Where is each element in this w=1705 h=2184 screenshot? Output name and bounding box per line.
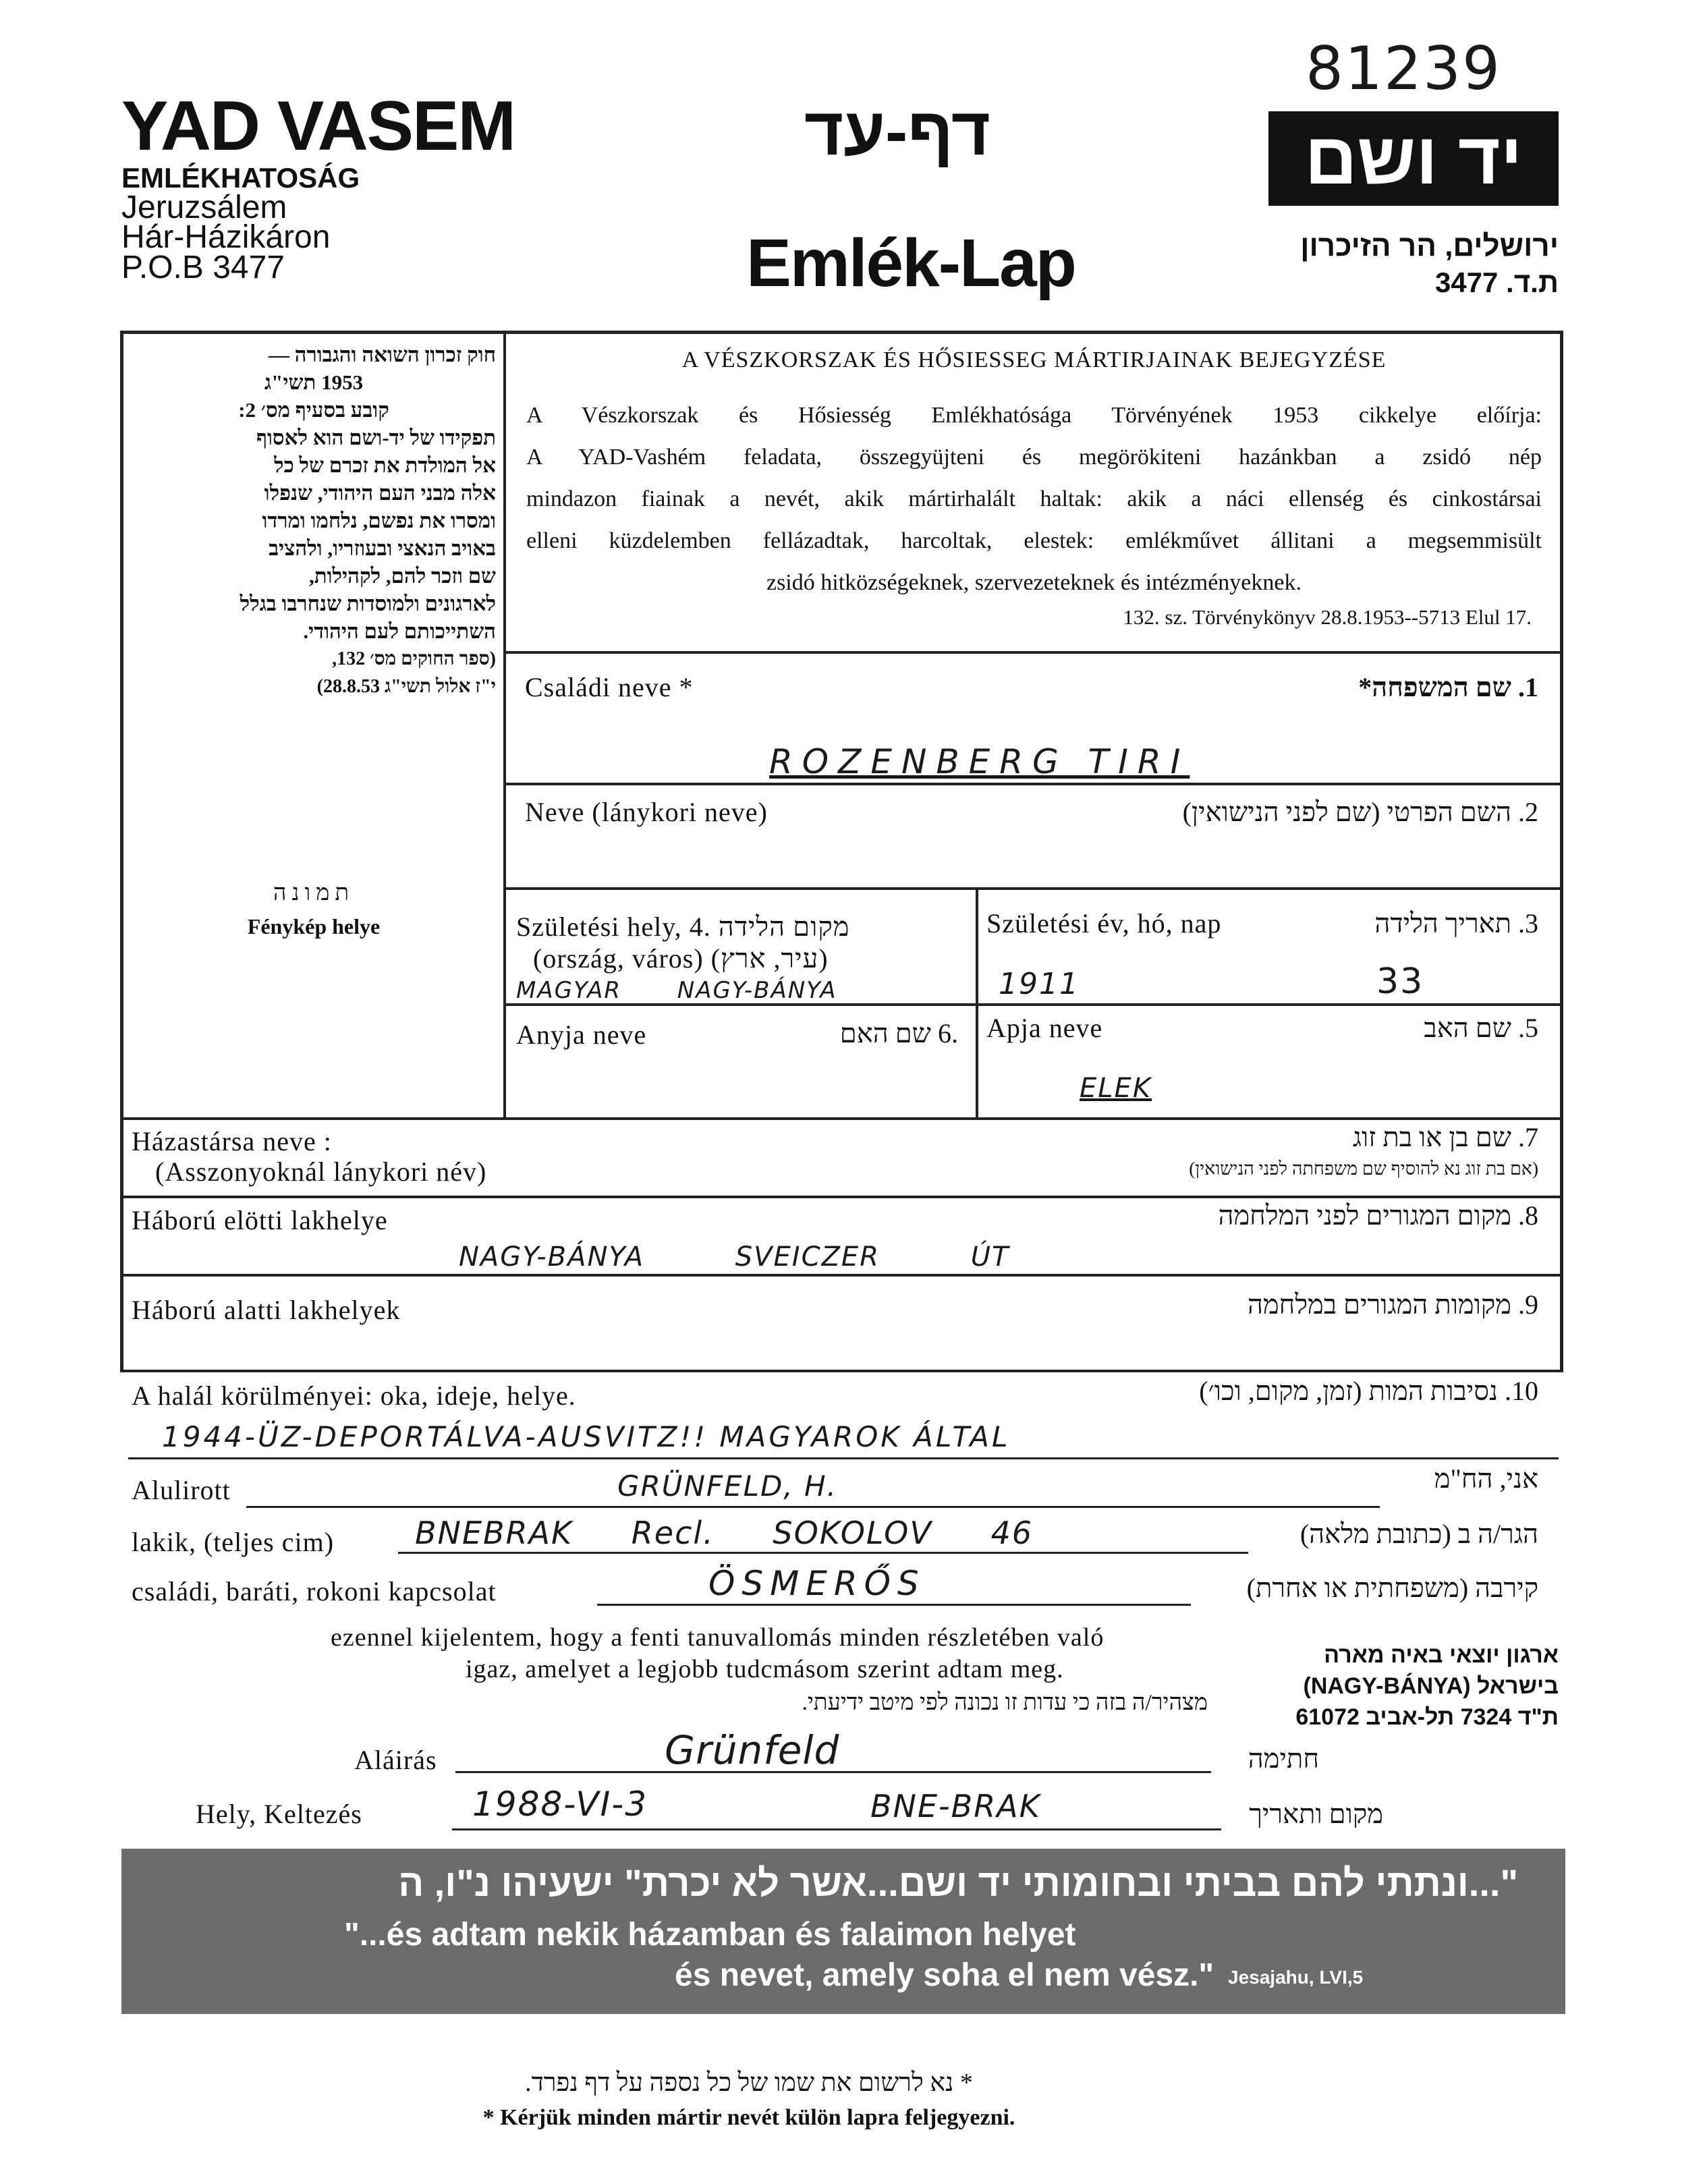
given-name-label-hebrew: 2. השם הפרטי (שם לפני הנישואין)	[1182, 797, 1538, 827]
law-line: י"ז אלול תשי"ג 28.8.53)	[316, 676, 496, 697]
place-date-label-hebrew: מקום ותאריך	[1249, 1799, 1383, 1829]
intro-line: A YAD-Vashém feladata, összegyüjteni és megörökiteni hazánkban a zsidó nép	[526, 445, 1542, 470]
birthplace-value: MAGYAR NAGY-BÁNYA	[516, 977, 837, 1004]
row-divider	[120, 1196, 1563, 1198]
photo-label-hebrew: תמונה	[273, 880, 355, 905]
page-title: Emlék-Lap	[746, 225, 1075, 301]
spouse-note-hebrew: (אם בת זוג נא להוסיף שם משפחתה לפני הנישואין)	[1189, 1158, 1538, 1179]
law-line: שם וזכר להם, לקהילות,	[308, 564, 496, 588]
form-right-border	[1560, 331, 1563, 1120]
logo-text: יד ושם	[1304, 117, 1523, 199]
law-column-divider	[503, 331, 506, 1120]
given-name-label: Neve (lánykori neve)	[525, 797, 768, 827]
hebrew-address: ירושלים, הר הזיכרון	[1300, 229, 1559, 262]
mother-name-label-hebrew: .6 שם האם	[839, 1018, 958, 1048]
place-date-label: Hely, Keltezés	[196, 1799, 362, 1829]
law-line: לארגונים ולמוסדות שנחרבו בגלל	[240, 592, 496, 615]
death-line	[128, 1457, 1559, 1459]
law-line: קובע בסעיף מס׳ 2:	[238, 398, 389, 422]
relation-label: családi, baráti, rokoni kapcsolat	[132, 1576, 497, 1606]
intro-line: mindazon fiainak a nevét, akik mártirhalált haltak: akik a náci ellenség és cinkostársai	[526, 486, 1542, 511]
law-line: חוק זכרון השואה והגבורה —	[268, 343, 496, 366]
row-divider	[506, 783, 1562, 785]
address-line	[398, 1552, 1248, 1554]
archive-number: 81239	[1306, 34, 1501, 103]
spouse-name-label-sub: (Asszonyoknál lánykori név)	[155, 1156, 487, 1187]
intro-line: zsidó hitközségeknek, szervezeteknek és intézményeknek.	[766, 570, 1302, 595]
law-line: תפקידו של יד-ושם הוא לאסוף	[256, 426, 496, 449]
wartime-residence-label: Háború alatti lakhelyek	[132, 1295, 401, 1325]
relation-line	[597, 1604, 1191, 1606]
relation-label-hebrew: קירבה (משפחתית או אחרת)	[1246, 1573, 1538, 1603]
quote-banner	[121, 1849, 1565, 2014]
place-date-line	[452, 1828, 1221, 1830]
death-circumstances-value: 1944-ÜZ-DEPORTÁLVA-AUSVITZ!! MAGYAROK ÁLTAL	[162, 1420, 1011, 1453]
spouse-name-label: Házastársa neve :	[132, 1126, 332, 1156]
father-name-label: Apja neve	[986, 1013, 1103, 1043]
lower-left-border	[120, 1117, 123, 1372]
footer-note: * Kérjük minden mártir nevét külön lapra feljegyezni.	[482, 2105, 1015, 2130]
birthdate-label: Születési év, hó, nap	[986, 908, 1222, 939]
intro-text	[526, 395, 1542, 604]
law-line: השתייכותם לעם היהודי.	[303, 619, 496, 643]
father-name-label-hebrew: 5. שם האב	[1424, 1013, 1538, 1043]
signature-label: Aláirás	[354, 1745, 437, 1775]
address-label: lakik, (teljes cim)	[132, 1527, 335, 1557]
row-divider	[120, 1117, 1563, 1120]
stamp-line: ת"ד 7324 תל-אביב 61072	[1295, 1704, 1559, 1730]
banner-line-2: és nevet, amely soha el nem vész."	[675, 1957, 1214, 1993]
law-line: אל המולדת את זכרם של כל	[274, 453, 496, 477]
relation-value: ÖSMERŐS	[708, 1564, 926, 1603]
declaration-line-2: igaz, amelyet a legjobb tudcmásom szerint adtam meg.	[466, 1655, 1064, 1683]
birthplace-label: Születési hely, מקום הלידה .4	[516, 912, 850, 942]
place-date-value-city: BNE-BRAK	[870, 1788, 1041, 1824]
undersigned-label: Alulirott	[132, 1475, 231, 1505]
declaration-line-1: ezennel kijelentem, hogy a fenti tanuvallomás minden részletében való	[331, 1623, 1105, 1652]
wartime-residence-label-hebrew: 9. מקומות המגורים במלחמה	[1247, 1289, 1538, 1320]
form-left-border	[120, 331, 123, 1120]
footer-note-hebrew: * נא לרשום את שמו של כל נספה על דף נפרד.	[525, 2069, 973, 2097]
law-line: ומסרו את נפשם, נלחמו ומרדו	[262, 509, 496, 532]
birth-year-value: 1911	[999, 967, 1080, 1001]
undersigned-line	[246, 1506, 1380, 1508]
spouse-name-label-hebrew: 7. שם בן או בת זוג	[1352, 1122, 1538, 1152]
row-divider	[120, 1274, 1563, 1277]
birthdate-label-hebrew: 3. תאריך הלידה	[1374, 908, 1538, 939]
intro-line: elleni küzdelemben fellázadtak, harcoltak, elestek: emlékművet állitani a megsemmisült	[526, 528, 1542, 553]
lower-right-border	[1560, 1117, 1563, 1372]
signature-value: Grünfeld	[665, 1727, 840, 1773]
address-value: BNEBRAK Recl. SOKOLOV 46	[415, 1515, 1033, 1551]
photo-label: Fénykép helye	[247, 914, 381, 939]
death-circumstances-label-hebrew: 10. נסיבות המות (זמן, מקום, וכו׳)	[1199, 1376, 1538, 1406]
law-line: (ספר החוקים מס׳ 132,	[332, 648, 496, 669]
hebrew-title: דף-עד	[804, 94, 991, 169]
org-pob: P.O.B 3477	[121, 250, 285, 285]
birthplace-label-sub: (ország, város) (עיר, ארץ)	[533, 943, 829, 974]
stamp-line: בישראל (NAGY-BÁNYA)	[1303, 1673, 1559, 1699]
intro-line: A Vészkorszak és Hősiesség Emlékhatósága Törvényének 1953 cikkelye előírja:	[526, 403, 1542, 428]
law-line: באויב הנאצי ובעוזריו, ולהציב	[269, 536, 496, 560]
row-divider	[506, 651, 1562, 654]
yad-vashem-logo	[1268, 111, 1559, 206]
intro-heading: A VÉSZKORSZAK ÉS HŐSIESSEG MÁRTIRJAINAK BEJEGYZÉSE	[681, 347, 1387, 372]
law-line: 1953 תשי"ג	[264, 370, 364, 394]
signature-label-hebrew: חתימה	[1248, 1743, 1319, 1774]
prewar-residence-value: NAGY-BÁNYA SVEICZER ÚT	[459, 1241, 1010, 1272]
birth-day-value: 33	[1376, 961, 1424, 1002]
form-top-border	[120, 331, 1563, 334]
mother-name-label: Anyja neve	[516, 1019, 647, 1050]
row-divider	[120, 1370, 1563, 1372]
intro-citation: 132. sz. Törvénykönyv 28.8.1953--5713 Elul 17.	[1123, 605, 1532, 629]
family-name-value: ROZENBERG TIRI	[769, 742, 1190, 781]
death-circumstances-label: A halál körülményei: oka, ideje, helye.	[132, 1380, 576, 1411]
banner-reference: Jesajahu, LVI,5	[1228, 1967, 1364, 1988]
prewar-residence-label: Háború elötti lakhelye	[132, 1205, 388, 1235]
banner-line-1: "...és adtam nekik házamban és falaimon helyet	[344, 1917, 1076, 1953]
org-subtitle: EMLÉKHATOSÁG	[121, 162, 360, 194]
family-name-label: Családi neve *	[525, 672, 694, 702]
address-label-hebrew: הגר/ה ב (כתובת מלאה)	[1299, 1519, 1538, 1549]
birth-column-divider	[976, 887, 978, 1120]
father-name-value: ELEK	[1080, 1073, 1152, 1104]
family-name-label-hebrew: 1. שם המשפחה*	[1358, 672, 1538, 702]
org-title: YAD VASEM	[121, 87, 515, 165]
law-line: אלה מבני העם היהודי, שנפלו	[264, 481, 496, 505]
declaration-hebrew: מצהיר/ה בזה כי עדות זו נכונה לפי מיטב ידיעתי.	[802, 1690, 1208, 1715]
org-city: Jeruzsálem	[121, 190, 287, 225]
banner-hebrew: "...ונתתי להם בביתי ובחומותי יד ושם...אשר לא יכרת" ישעיהו נ"ו, ה	[398, 1861, 1518, 1904]
law-text	[132, 341, 496, 700]
org-mount: Hár-Házikáron	[121, 219, 331, 255]
place-date-value-date: 1988-VI-3	[472, 1785, 648, 1824]
undersigned-value: GRÜNFELD, H.	[617, 1469, 837, 1503]
row-divider	[506, 887, 1562, 890]
undersigned-label-hebrew: אני, הח"מ	[1434, 1463, 1538, 1494]
stamp-line: ארגון יוצאי באיה מארה	[1324, 1642, 1559, 1668]
organization-stamp	[1214, 1640, 1559, 1733]
hebrew-pob: ת.ד. 3477	[1434, 267, 1559, 298]
prewar-residence-label-hebrew: 8. מקום המגורים לפני המלחמה	[1218, 1200, 1538, 1231]
